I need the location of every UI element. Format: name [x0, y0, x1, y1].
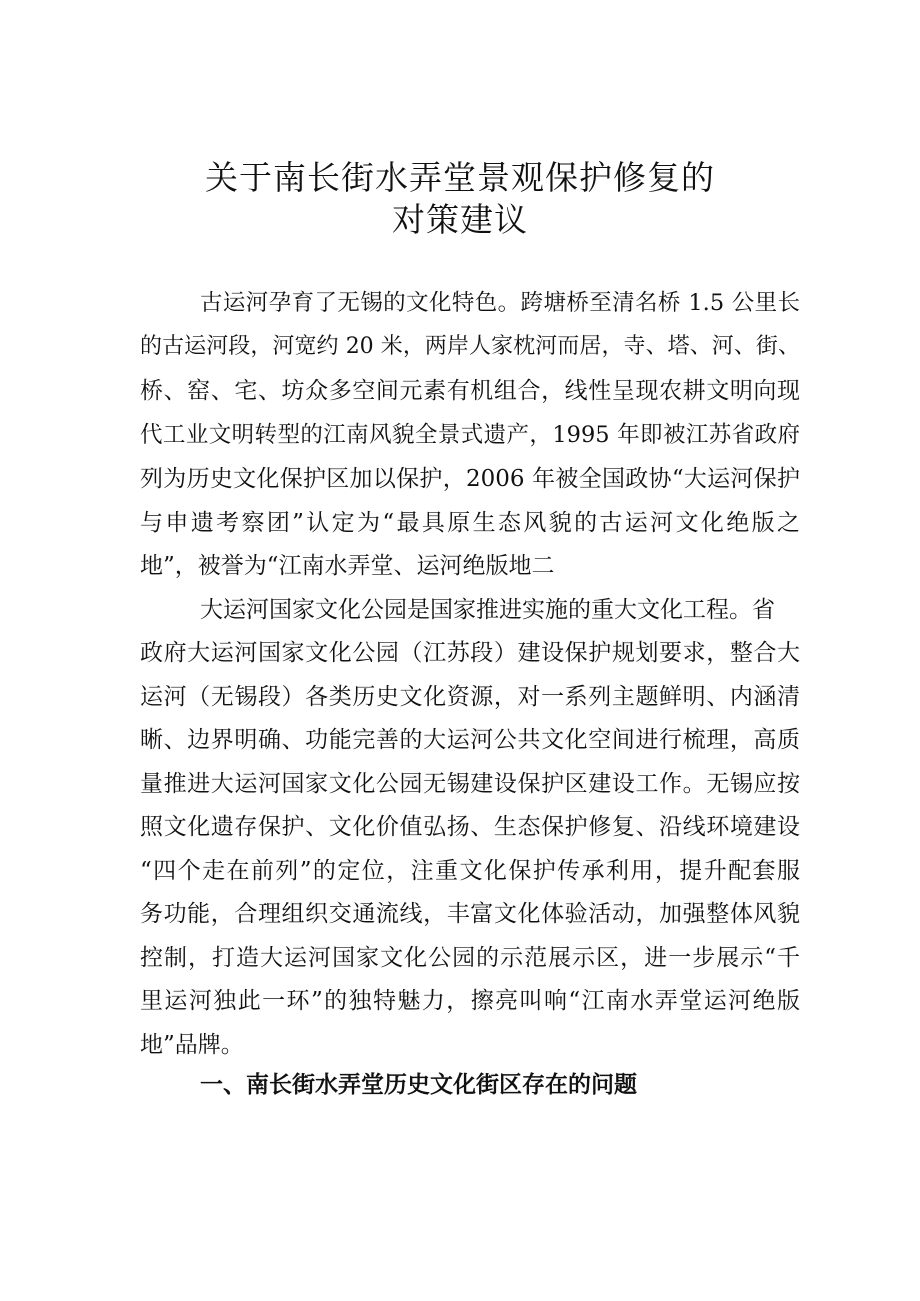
document-title-line-2: 对策建议 [392, 200, 528, 239]
paragraph-1-line: 与申遗考察团”认定为“最具原生态风貌的古运河文化绝版之 [140, 510, 800, 536]
paragraph-1-line: 列为历史文化保护区加以保护，2006 年被全国政协“大运河保护 [140, 466, 800, 492]
paragraph-2-line: 量推进大运河国家文化公园无锡建设保护区建设工作。无锡应按 [140, 771, 800, 797]
paragraph-2-line: 地”品牌。 [140, 1032, 244, 1058]
paragraph-1-line: 代工业文明转型的江南风貌全景式遗产，1995 年即被江苏省政府 [140, 422, 800, 448]
paragraph-2-line: 里运河独此一环”的独特魅力，擦亮叫响“江南水弄堂运河绝版 [140, 988, 800, 1014]
paragraph-2-line: “四个走在前列”的定位，注重文化保护传承利用，提升配套服 [140, 858, 800, 884]
document-title-line-1: 关于南长街水弄堂景观保护修复的 [205, 158, 715, 197]
paragraph-1-line: 的古运河段，河宽约 20 米，两岸人家枕河而居，寺、塔、河、街、 [140, 334, 800, 359]
paragraph-2-line: 大运河国家文化公园是国家推进实施的重大文化工程。省 [200, 597, 775, 623]
paragraph-1-line: 地”，被誉为“江南水弄堂、运河绝版地二 [140, 553, 555, 579]
paragraph-2-line: 晰、边界明确、功能完善的大运河公共文化空间进行梳理，高质 [140, 727, 800, 753]
paragraph-1-line: 古运河孕育了无锡的文化特色。跨塘桥至清名桥 1.5 公里长 [200, 290, 800, 316]
paragraph-2-line: 控制，打造大运河国家文化公园的示范展示区，进一步展示“千 [140, 945, 800, 971]
paragraph-1-line: 桥、窑、宅、坊众多空间元素有机组合，线性呈现农耕文明向现 [140, 378, 800, 404]
section-heading: 一、南长街水弄堂历史文化街区存在的问题 [200, 1072, 637, 1098]
paragraph-2-line: 运河（无锡段）各类历史文化资源，对一系列主题鲜明、内涵清 [140, 684, 800, 710]
paragraph-2-line: 照文化遗存保护、文化价值弘扬、生态保护修复、沿线环境建设 [140, 814, 800, 840]
paragraph-2-line: 务功能，合理组织交通流线，丰富文化体验活动，加强整体风貌 [140, 901, 800, 927]
paragraph-2-line: 政府大运河国家文化公园（江苏段）建设保护规划要求，整合大 [140, 640, 800, 666]
